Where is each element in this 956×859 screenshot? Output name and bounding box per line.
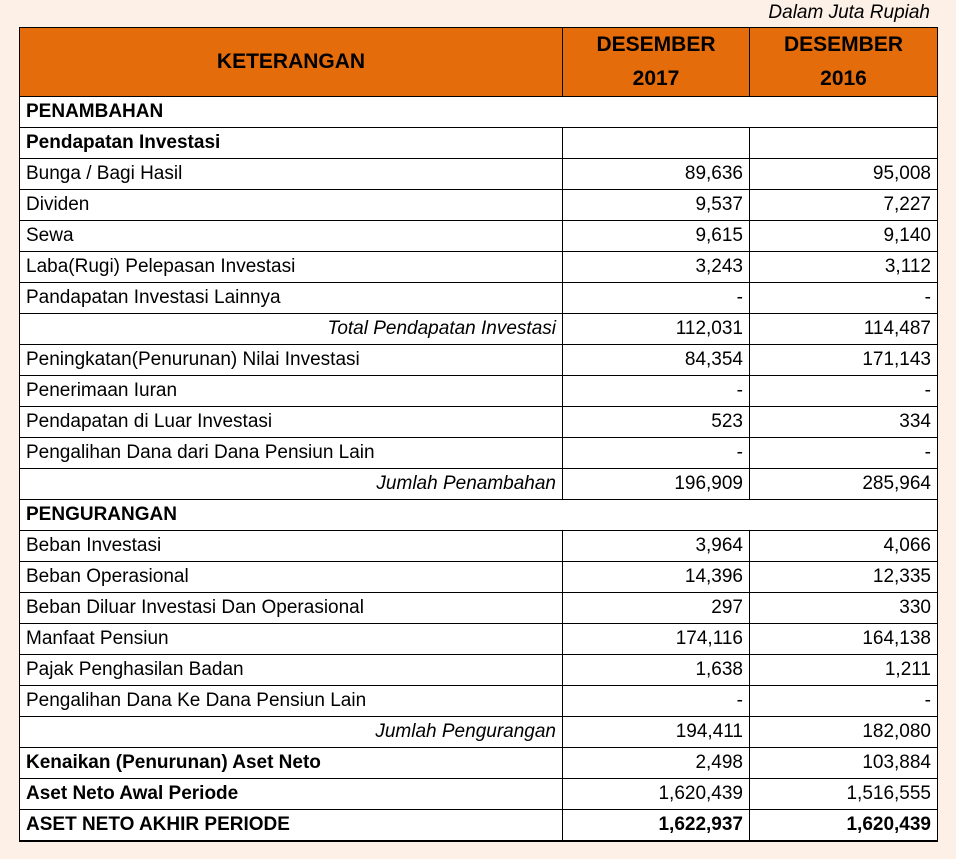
header-2016 [750, 28, 938, 97]
value-2016: 3,112 [750, 252, 938, 283]
row-label: Total Pendapatan Investasi [20, 314, 563, 345]
row-label: Pendapatan Investasi [20, 128, 563, 159]
row-label: Laba(Rugi) Pelepasan Investasi [20, 252, 563, 283]
row-label: PENGURANGAN [20, 500, 938, 531]
value-2017 [563, 128, 750, 159]
row-label: Pandapatan Investasi Lainnya [20, 283, 563, 314]
value-2016: 330 [750, 593, 938, 624]
value-2017: 112,031 [563, 314, 750, 345]
subtotal-row [20, 469, 938, 500]
table-row [20, 593, 938, 624]
row-label: Kenaikan (Penurunan) Aset Neto [20, 748, 563, 779]
header-row [20, 28, 938, 97]
value-2017: 194,411 [563, 717, 750, 748]
row-label: Pengalihan Dana dari Dana Pensiun Lain [20, 438, 563, 469]
value-2017: 174,116 [563, 624, 750, 655]
row-label: Pendapatan di Luar Investasi [20, 407, 563, 438]
table-row [20, 655, 938, 686]
table-row [20, 407, 938, 438]
header-2017-line1: DESEMBER [596, 33, 716, 56]
value-2017: - [563, 686, 750, 717]
value-2017: - [563, 376, 750, 407]
value-2017: 196,909 [563, 469, 750, 500]
value-2016: 12,335 [750, 562, 938, 593]
table-row [20, 159, 938, 190]
value-2017: 3,964 [563, 531, 750, 562]
row-label: Penerimaan Iuran [20, 376, 563, 407]
row-label: ASET NETO AKHIR PERIODE [20, 810, 563, 842]
section-row-pengurangan [20, 500, 938, 531]
section-row-penambahan [20, 97, 938, 128]
subtotal-row [20, 717, 938, 748]
value-2017: 523 [563, 407, 750, 438]
header-2016-line1: DESEMBER [783, 33, 904, 56]
value-2016 [750, 128, 938, 159]
value-2016: 4,066 [750, 531, 938, 562]
row-label: Jumlah Penambahan [20, 469, 563, 500]
value-2016: - [750, 686, 938, 717]
value-2016: 103,884 [750, 748, 938, 779]
row-label: Dividen [20, 190, 563, 221]
row-label: Beban Diluar Investasi Dan Operasional [20, 593, 563, 624]
value-2016: 182,080 [750, 717, 938, 748]
table-row [20, 252, 938, 283]
header-keterangan: KETERANGAN [20, 28, 563, 97]
value-2017: - [563, 283, 750, 314]
table-row [20, 190, 938, 221]
value-2017: 1,620,439 [563, 779, 750, 810]
value-2017: - [563, 438, 750, 469]
total-row-akhir [20, 810, 938, 842]
row-label: Pajak Penghasilan Badan [20, 655, 563, 686]
value-2016: 1,516,555 [750, 779, 938, 810]
value-2017: 9,537 [563, 190, 750, 221]
table-row [20, 438, 938, 469]
header-2017 [563, 28, 750, 97]
value-2017: 2,498 [563, 748, 750, 779]
table-row [20, 531, 938, 562]
table-row [20, 376, 938, 407]
unit-note: Dalam Juta Rupiah [768, 2, 930, 23]
value-2016: - [750, 283, 938, 314]
value-2017: 297 [563, 593, 750, 624]
value-2016: 1,211 [750, 655, 938, 686]
subsection-row-pendapatan-investasi [20, 128, 938, 159]
value-2017: 3,243 [563, 252, 750, 283]
value-2017: 9,615 [563, 221, 750, 252]
row-label: Aset Neto Awal Periode [20, 779, 563, 810]
row-label: Beban Operasional [20, 562, 563, 593]
table-row [20, 283, 938, 314]
value-2016: - [750, 438, 938, 469]
row-label: Peningkatan(Penurunan) Nilai Investasi [20, 345, 563, 376]
value-2016: 164,138 [750, 624, 938, 655]
row-label: Jumlah Pengurangan [20, 717, 563, 748]
row-label: Manfaat Pensiun [20, 624, 563, 655]
value-2016: 171,143 [750, 345, 938, 376]
row-label: Bunga / Bagi Hasil [20, 159, 563, 190]
value-2016: 334 [750, 407, 938, 438]
value-2016: 114,487 [750, 314, 938, 345]
header-2017-line2: 2017 [632, 67, 680, 90]
value-2017: 84,354 [563, 345, 750, 376]
value-2017: 1,622,937 [563, 810, 750, 842]
value-2016: - [750, 376, 938, 407]
asset-change-table [19, 27, 938, 842]
value-2016: 7,227 [750, 190, 938, 221]
table-row [20, 562, 938, 593]
table-row [20, 686, 938, 717]
value-2017: 14,396 [563, 562, 750, 593]
value-2016: 95,008 [750, 159, 938, 190]
table-row [20, 221, 938, 252]
row-label: Beban Investasi [20, 531, 563, 562]
value-2016: 9,140 [750, 221, 938, 252]
value-2017: 89,636 [563, 159, 750, 190]
table-row [20, 624, 938, 655]
total-row-awal [20, 779, 938, 810]
row-label: Sewa [20, 221, 563, 252]
value-2016: 1,620,439 [750, 810, 938, 842]
total-row-kenaikan [20, 748, 938, 779]
value-2017: 1,638 [563, 655, 750, 686]
header-2016-line2: 2016 [820, 67, 867, 90]
row-label: Pengalihan Dana Ke Dana Pensiun Lain [20, 686, 563, 717]
value-2016: 285,964 [750, 469, 938, 500]
subtotal-row [20, 314, 938, 345]
row-label: PENAMBAHAN [20, 97, 938, 128]
table-row [20, 345, 938, 376]
